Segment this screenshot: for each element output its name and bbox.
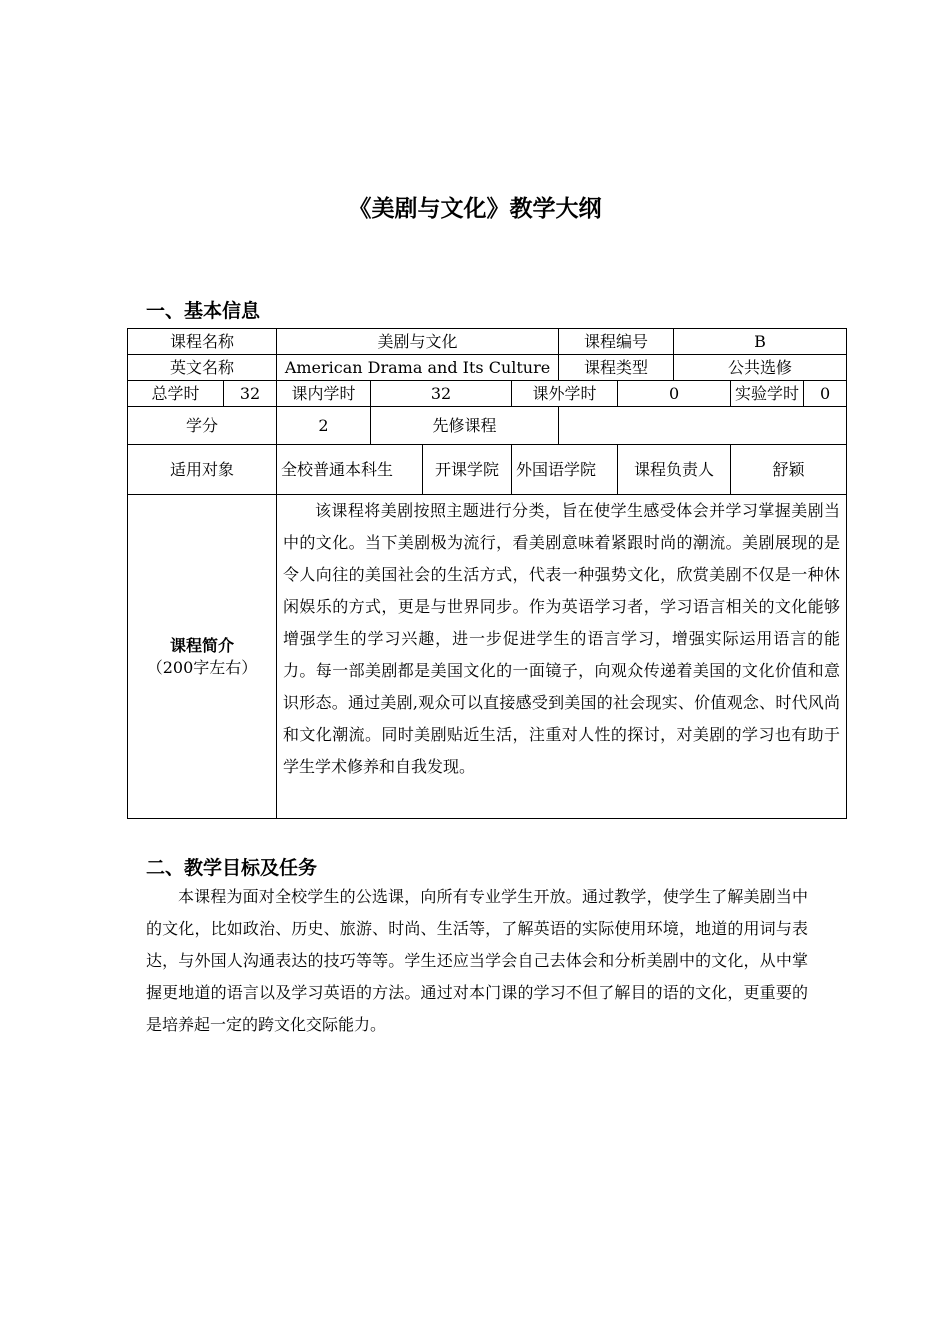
course-info-table [127, 328, 847, 819]
college-value: 外国语学院 [512, 445, 618, 495]
table-row [128, 355, 847, 381]
prereq-value [559, 407, 847, 445]
course-name-value: 美剧与文化 [277, 329, 559, 355]
table-row [128, 381, 847, 407]
total-hours-label: 总学时 [128, 381, 224, 407]
course-type-label: 课程类型 [559, 355, 674, 381]
in-class-hours-value: 32 [371, 381, 512, 407]
table-row [128, 407, 847, 445]
course-type-value: 公共选修 [674, 355, 847, 381]
section-heading-basic-info: 一、基本信息 [146, 300, 261, 322]
owner-label: 课程负责人 [618, 445, 731, 495]
table-row [128, 495, 847, 819]
lab-hours-label: 实验学时 [731, 381, 804, 407]
audience-label: 适用对象 [128, 445, 277, 495]
english-name-value: American Drama and Its Culture [277, 355, 559, 381]
intro-text: 该课程将美剧按照主题进行分类，旨在使学生感受体会并学习掌握美剧当中的文化。当下美剧极为流行，看美剧意味着紧跟时尚的潮流。美剧展现的是令人向往的美国社会的生活方式，代表一种强势文化，欣赏美剧不仅是一种休闲娱乐的方式，更是与世界同步。作为英语学习者，学习语言相关的文化能够增强学生的学习兴趣，进一步促进学生的语言学习，增强实际运用语言的能力。每一部美剧都是美国文化的一面镜子，向观众传递着美国的文化价值和意识形态。通过美剧,观众可以直接感受到美国的社会现实、价值观念、时代风尚和文化潮流。同时美剧贴近生活，注重对人性的探讨，对美剧的学习也有助于学生学术修养和自我发现。 [277, 495, 847, 819]
in-class-hours-label: 课内学时 [277, 381, 371, 407]
course-name-label: 课程名称 [128, 329, 277, 355]
credits-value: 2 [277, 407, 371, 445]
course-code-label: 课程编号 [559, 329, 674, 355]
table-row [128, 445, 847, 495]
section-heading-goals: 二、教学目标及任务 [146, 857, 318, 879]
audience-value: 全校普通本科生 [277, 445, 423, 495]
out-class-hours-value: 0 [618, 381, 731, 407]
english-name-label: 英文名称 [128, 355, 277, 381]
goals-paragraph: 本课程为面对全校学生的公选课，向所有专业学生开放。通过教学，使学生了解美剧当中的文化，比如政治、历史、旅游、时尚、生活等，了解英语的实际使用环境，地道的用词与表达，与外国人沟通表达的技巧等等。学生还应当学会自己去体会和分析美剧中的文化，从中掌握更地道的语言以及学习英语的方法。通过对本门课的学习不但了解目的语的文化，更重要的是培养起一定的跨文化交际能力。 [146, 887, 808, 1034]
table-row [128, 329, 847, 355]
intro-label: 课程简介 [170, 635, 235, 655]
lab-hours-value: 0 [804, 381, 847, 407]
out-class-hours-label: 课外学时 [512, 381, 618, 407]
total-hours-value: 32 [224, 381, 277, 407]
prereq-label: 先修课程 [371, 407, 559, 445]
college-label: 开课学院 [423, 445, 512, 495]
course-code-value: B [674, 329, 847, 355]
owner-value: 舒颖 [731, 445, 847, 495]
intro-label-cell [128, 495, 277, 819]
intro-note: （200字左右） [146, 657, 258, 677]
page-title: 《美剧与文化》教学大纲 [348, 196, 602, 222]
credits-label: 学分 [128, 407, 277, 445]
